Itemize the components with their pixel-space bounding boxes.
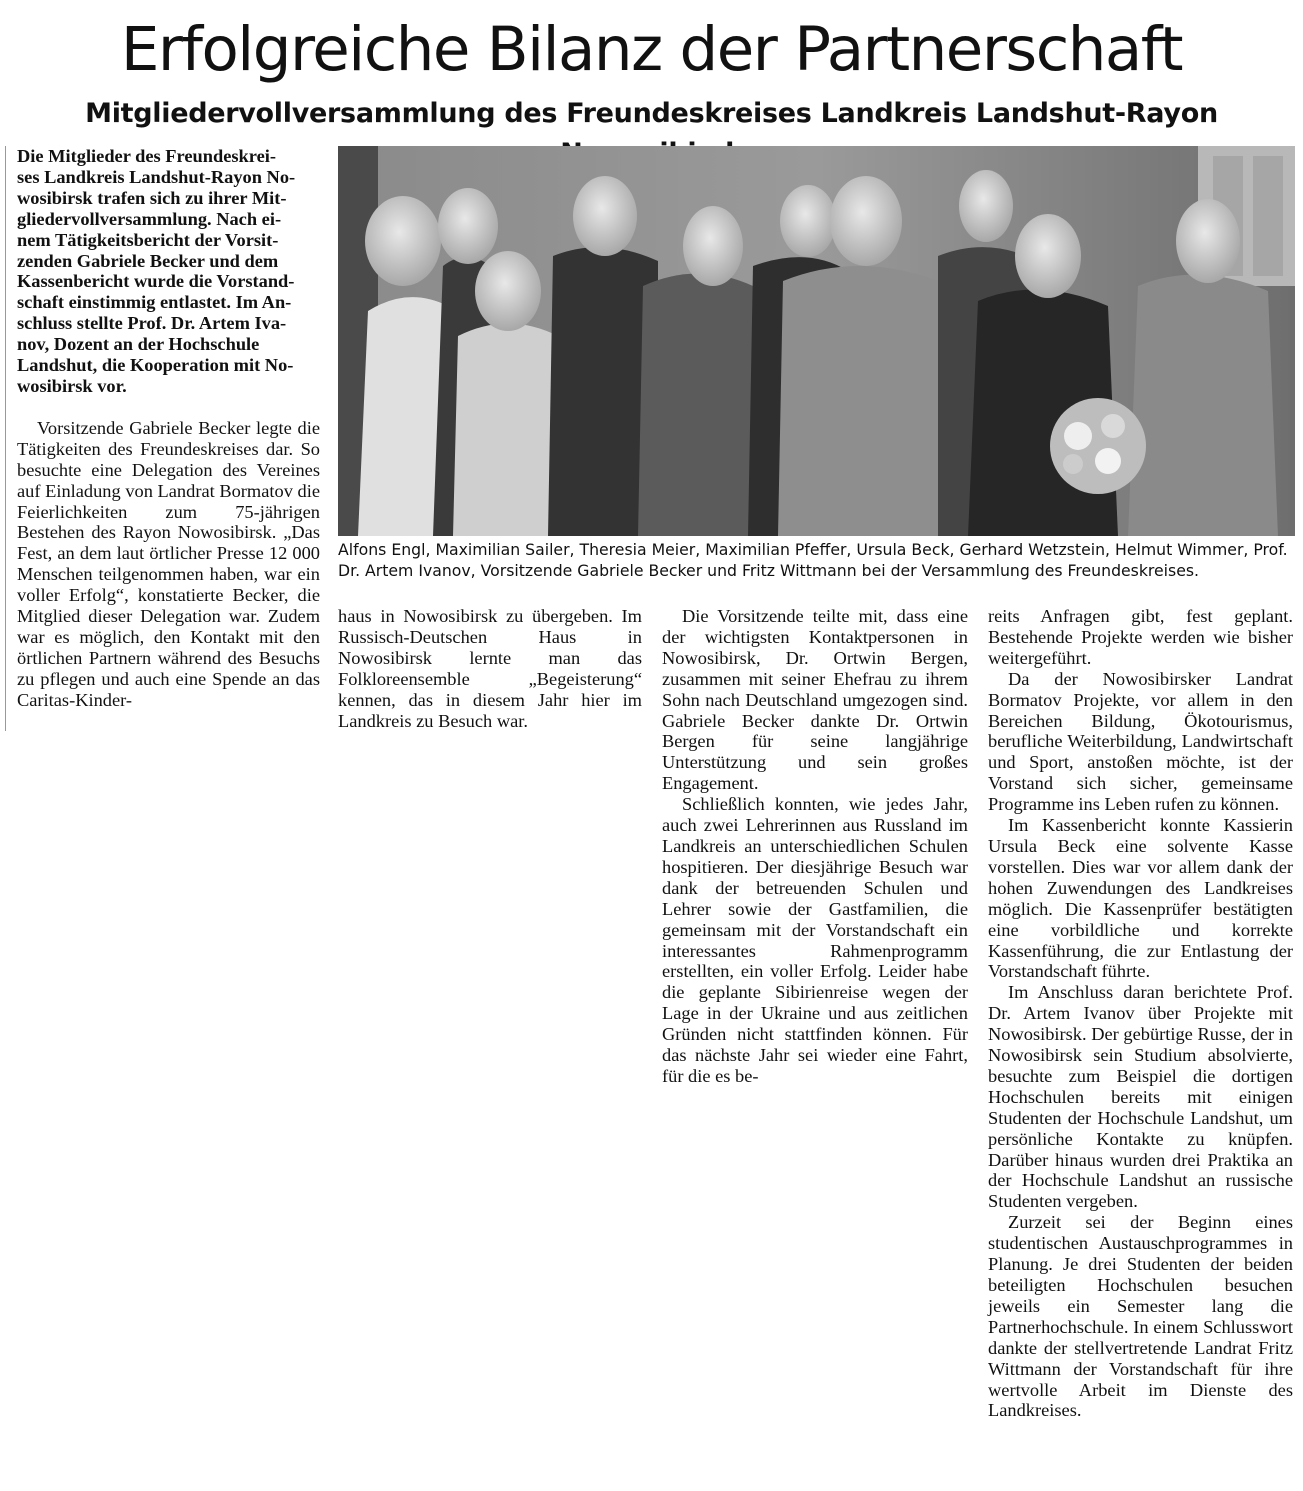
headline: Erfolgreiche Bilanz der Partnerschaft xyxy=(120,14,1183,85)
column-3 xyxy=(662,606,968,1087)
lead-line: Landshut, die Kooperation mit No- xyxy=(17,355,294,376)
column-rule xyxy=(5,146,6,731)
group-photo xyxy=(338,146,1295,536)
lead-line: ses Landkreis Landshut-Rayon No- xyxy=(17,166,296,187)
body-paragraph: Die Vorsitzende teilte mit, dass eine der wichtigsten Kontaktpersonen in Nowosibirsk, Dr. Ortwin Bergen, zusammen mit seiner Ehefrau zu ihrem Sohn nach Deutschland umgezogen sind. Gabriele Becker dankte Dr. Ortwin Bergen für seine langjährige Unterstützung und sein großes Engagement. xyxy=(662,606,968,794)
body-paragraph: Vorsitzende Gabriele Becker legte die Tätigkeiten des Freundeskreises dar. So besuchte eine Delegation des Vereines auf Einladung von Landrat Bormatov die Feierlichkeiten zum 75-jährigen Bestehen des Rayon Nowosibirsk. „Das Fest, an dem laut örtlicher Presse 12 000 Menschen teilgenommen haben, war ein voller Erfolg“, konstatierte Becker, die Mitglied dieser Delegation war. Zudem war es möglich, den Kontakt mit den örtlichen Partnern während des Besuchs zu pflegen und auch eine Spende an das Caritas-Kinder- xyxy=(17,417,320,710)
lead-line: Die Mitglieder des Freundeskrei- xyxy=(17,146,276,166)
lead-line: nem Tätigkeitsbericht der Vorsit- xyxy=(17,229,279,250)
lead-line: zenden Gabriele Becker und dem xyxy=(17,250,279,271)
body-paragraph: haus in Nowosibirsk zu übergeben. Im Russisch-Deutschen Haus in Nowosibirsk lernte man das Folkloreensemble „Begeisterung“ kennen, das in diesem Jahr hier im Landkreis zu Besuch war. xyxy=(338,606,642,731)
body-paragraph: reits Anfragen gibt, fest geplant. Bestehende Projekte werden wie bisher weitergeführt. xyxy=(988,606,1293,668)
column-1 xyxy=(17,146,320,711)
body-paragraph: Da der Nowosibirsker Landrat Bormatov Projekte, vor allem in den Bereichen Bildung, Ökotourismus, berufliche Weiterbildung, Landwirtschaft und Sport, anstoßen möchte, ist der Vorstand sich sicher, gemeinsame Programme ins Leben rufen zu können. xyxy=(988,668,1293,815)
lead-line: gliedervollversammlung. Nach ei- xyxy=(17,208,282,229)
body-paragraph: Im Anschluss daran berichtete Prof. Dr. Artem Ivanov über Projekte mit Nowosibirsk. Der gebürtige Russe, der in Nowosibirsk sein Studium absolvierte, besuchte zum Beispiel die dortigen Hochschulen bereits mit einigen Studenten der Hochschule Landshut, um persönliche Kontakte zu knüpfen. Darüber hinaus wurden drei Praktika an der Hochschule Landshut an russische Studenten vergeben. xyxy=(988,982,1293,1212)
lead-line: schaft einstimmig entlastet. Im An- xyxy=(17,292,292,313)
lead-paragraph xyxy=(17,146,320,397)
body-paragraph: Zurzeit sei der Beginn eines studentischen Austauschprogrammes in Planung. Je drei Studenten der beiden beteiligten Hochschulen besuchen jeweils ein Semester lang die Partnerhochschule. In einem Schlusswort dankte der stellvertretende Landrat Fritz Wittmann der Vorstandschaft für ihre wertvolle Arbeit im Dienste des Landkreises. xyxy=(988,1212,1293,1421)
lead-line: wosibirsk vor. xyxy=(17,375,127,396)
photo-caption: Alfons Engl, Maximilian Sailer, Theresia Meier, Maximilian Pfeffer, Ursula Beck, Gerhard Wetzstein, Helmut Wimmer, Prof. Dr. Artem Ivanov, Vorsitzende Gabriele Becker und Fritz Wittmann bei der Versammlung des Freundeskreises. xyxy=(338,540,1288,580)
column-2 xyxy=(338,606,642,731)
body-paragraph: Im Kassenbericht konnte Kassierin Ursula Beck eine solvente Kasse vorstellen. Dies war vor allem dank der hohen Zuwendungen des Landkreises möglich. Die Kassenprüfer bestätigten eine vorbildliche und korrekte Kassenführung, die zur Entlastung der Vorstandschaft führte. xyxy=(988,815,1293,982)
lead-line: nov, Dozent an der Hochschule xyxy=(17,334,260,355)
lead-line: wosibirsk trafen sich zu ihrer Mit- xyxy=(17,187,287,208)
body-paragraph: Schließlich konnten, wie jedes Jahr, auch zwei Lehrerinnen aus Russland im Landkreis an unterschiedlichen Schulen hospitieren. Der diesjährige Besuch war dank der betreuenden Schulen und Lehrer sowie der Gastfamilien, die gemeinsam mit der Vorstandschaft ein interessantes Rahmenprogramm erstellten, ein voller Erfolg. Leider habe die geplante Sibirienreise wegen der Lage in der Ukraine und aus zeitlichen Gründen nicht stattfinden können. Für das nächste Jahr sei wieder eine Fahrt, für die es be- xyxy=(662,794,968,1086)
subheadline: Mitgliedervollversammlung des Freundeskreises Landkreis Landshut-Rayon xyxy=(85,98,1218,129)
column-4 xyxy=(988,606,1293,1421)
lead-line: schluss stellte Prof. Dr. Artem Iva- xyxy=(17,313,287,334)
lead-line: Kassenbericht wurde die Vorstand- xyxy=(17,271,295,292)
